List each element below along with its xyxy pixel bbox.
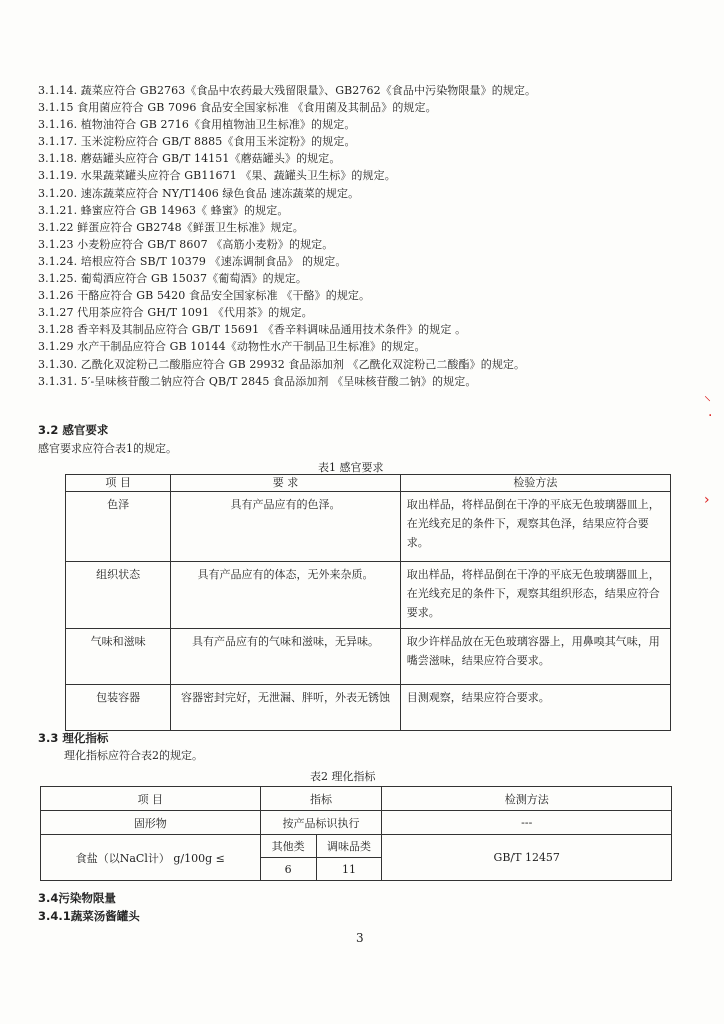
ref-item: 3.1.30. 乙酰化双淀粉己二酸脂应符合 GB 29932 食品添加剂 《乙酰化双淀粉己二酸酯》的规定。 — [38, 357, 526, 371]
section-heading-sensory: 3.2 感官要求 — [38, 423, 109, 437]
sensory-requirements-table — [65, 474, 671, 731]
ref-item: 3.1.25. 葡萄酒应符合 GB 15037《葡萄酒》的规定。 — [38, 272, 308, 286]
table-cell: 具有产品应有的色泽。 — [171, 492, 401, 562]
ref-item: 3.1.23 小麦粉应符合 GB/T 8607 《高筋小麦粉》的规定。 — [38, 237, 334, 251]
table-cell: 色泽 — [66, 492, 171, 562]
table-cell: 取出样品，将样品倒在干净的平底无色玻璃器皿上，在光线充足的条件下，观察其组织形态，结果应符合要求。 — [400, 562, 670, 629]
ref-item: 3.1.21. 蜂蜜应符合 GB 14963《 蜂蜜》的规定。 — [38, 203, 289, 217]
col-header: 检验方法 — [400, 475, 670, 492]
table-cell: --- — [382, 811, 672, 835]
margin-mark: · — [708, 408, 713, 424]
ref-item: 3.1.26 干酪应符合 GB 5420 食品安全国家标准 《干酪》的规定。 — [38, 289, 371, 303]
section-heading-physchem: 3.3 理化指标 — [38, 731, 109, 745]
table-cell: 气味和滋味 — [66, 629, 171, 685]
table-cell: 固形物 — [41, 811, 261, 835]
ref-item: 3.1.20. 速冻蔬菜应符合 NY/T1406 绿色食品 速冻蔬菜的规定。 — [38, 186, 360, 200]
ref-item: 3.1.15 食用菌应符合 GB 7096 食品安全国家标准 《食用菌及其制品》的规定。 — [38, 101, 437, 115]
ref-item: 3.1.24. 培根应符合 SB/T 10379 《速冻调制食品》 的规定。 — [38, 254, 347, 268]
table-cell: 容器密封完好，无泄漏、胖听，外表无锈蚀 — [171, 685, 401, 731]
table-cell: 目测观察，结果应符合要求。 — [400, 685, 670, 731]
ref-item: 3.1.22 鲜蛋应符合 GB2748《鲜蛋卫生标准》规定。 — [38, 220, 304, 234]
table-row — [41, 835, 672, 858]
table-header-row — [66, 475, 671, 492]
table-row — [41, 811, 672, 835]
table-cell: 具有产品应有的体态，无外来杂质。 — [171, 562, 401, 629]
margin-mark: › — [704, 492, 710, 508]
table-cell: 具有产品应有的气味和滋味，无异味。 — [171, 629, 401, 685]
table-cell: 取少许样品放在无色玻璃容器上，用鼻嗅其气味，用嘴尝滋味，结果应符合要求。 — [400, 629, 670, 685]
col-header: 项 目 — [66, 475, 171, 492]
page-number: 3 — [356, 931, 364, 945]
table-header-row — [41, 787, 672, 811]
table-row — [66, 685, 671, 731]
ref-item: 3.1.14. 蔬菜应符合 GB2763《食品中农药最大残留限量》、GB2762《食品中污染物限量》的规定。 — [38, 84, 537, 97]
table-row — [66, 629, 671, 685]
table-cell: 6 — [260, 858, 316, 881]
ref-item: 3.1.19. 水果蔬菜罐头应符合 GB11671 《果、蔬罐头卫生标》的规定。 — [38, 169, 396, 183]
ref-item: 3.1.31. 5′-呈味核苷酸二钠应符合 QB/T 2845 食品添加剂 《呈味核苷酸二钠》的规定。 — [38, 374, 477, 388]
table-cell: 按产品标识执行 — [260, 811, 382, 835]
table-cell: 组织状态 — [66, 562, 171, 629]
table-cell: 食盐（以NaCl计） g/100g ≤ — [41, 835, 261, 881]
physchem-indicators-table — [40, 786, 672, 881]
table-cell: 包装容器 — [66, 685, 171, 731]
ref-item: 3.1.29 水产干制品应符合 GB 10144《动物性水产干制品卫生标准》的规定。 — [38, 340, 426, 354]
table-row — [66, 492, 671, 562]
col-header: 检测方法 — [382, 787, 672, 811]
table-subheader: 调味品类 — [316, 835, 382, 858]
ref-item: 3.1.16. 植物油符合 GB 2716《食用植物油卫生标准》的规定。 — [38, 118, 356, 132]
subsection-heading: 3.4.1蔬菜汤酱罐头 — [38, 909, 140, 923]
ref-item: 3.1.17. 玉米淀粉应符合 GB/T 8885《食用玉米淀粉》的规定。 — [38, 135, 356, 149]
table-subheader: 其他类 — [260, 835, 316, 858]
section-intro-physchem: 理化指标应符合表2的规定。 — [64, 749, 203, 762]
table-cell: 取出样品，将样品倒在干净的平底无色玻璃器皿上，在光线充足的条件下，观察其色泽，结果应符合要求。 — [400, 492, 670, 562]
standards-reference-list — [38, 82, 678, 390]
col-header: 指标 — [260, 787, 382, 811]
col-header: 要 求 — [171, 475, 401, 492]
table-row — [66, 562, 671, 629]
section-heading-contaminants: 3.4污染物限量 — [38, 891, 116, 905]
table1-caption: 表1 感官要求 — [318, 461, 384, 474]
table-cell: 11 — [316, 858, 382, 881]
margin-mark: ⸌ — [704, 394, 711, 410]
ref-item: 3.1.18. 蘑菇罐头应符合 GB/T 14151《蘑菇罐头》的规定。 — [38, 152, 341, 166]
section-intro-sensory: 感官要求应符合表1的规定。 — [38, 442, 177, 455]
col-header: 项 目 — [41, 787, 261, 811]
table-cell: GB/T 12457 — [382, 835, 672, 881]
ref-item: 3.1.28 香辛料及其制品应符合 GB/T 15691 《香辛料调味品通用技术条件》的规定 。 — [38, 323, 467, 337]
ref-item: 3.1.27 代用茶应符合 GH/T 1091 《代用茶》的规定。 — [38, 306, 313, 320]
table2-caption: 表2 理化指标 — [310, 770, 376, 783]
